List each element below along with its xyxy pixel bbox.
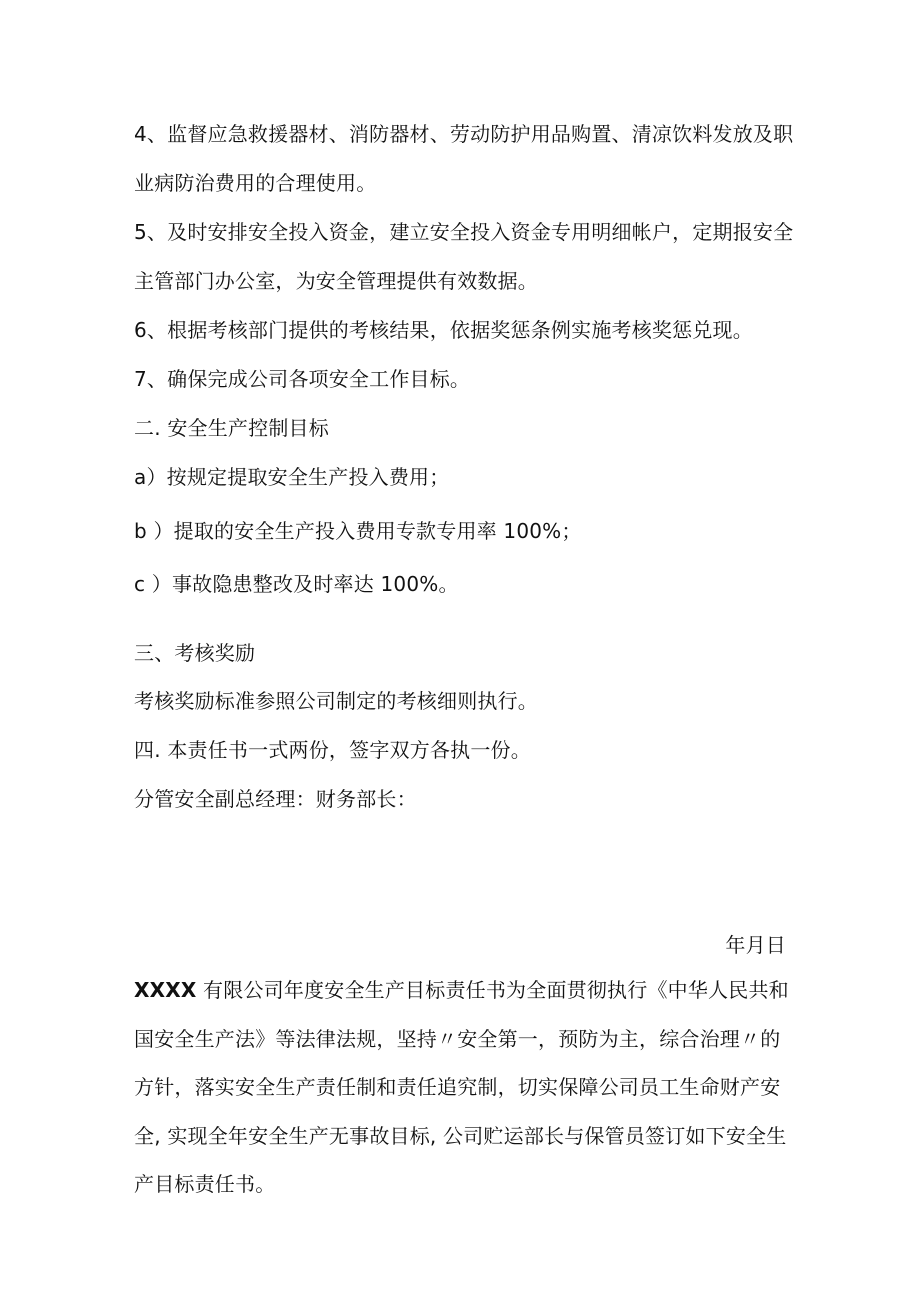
item-7: 7、确保完成公司各项安全工作目标。 [134, 367, 471, 391]
intro-line-3: 方针，落实安全生产责任制和责任追究制，切实保障公司员工生命财产安 [134, 1075, 781, 1099]
item-4-line-1: 4、监督应急救援器材、消防器材、劳动防护用品购置、清凉饮料发放及职 [134, 122, 794, 146]
intro-line-4: 全, 实现全年安全生产无事故目标, 公司贮运部长与保管员签订如下安全生 [134, 1124, 787, 1148]
item-5-line-1: 5、及时安排安全投入资金，建立安全投入资金专用明细帐户，定期报安全 [134, 220, 794, 244]
signature-line: 分管安全副总经理：财务部长： [134, 787, 417, 811]
intro-line-1 [134, 976, 789, 1004]
item-4-line-2: 业病防治费用的合理使用。 [134, 171, 377, 195]
section-3-text: 考核奖励标准参照公司制定的考核细则执行。 [134, 689, 538, 713]
company-name: XXXX [134, 978, 197, 1002]
section-3-heading: 三、考核奖励 [134, 641, 256, 665]
item-6: 6、根据考核部门提供的考核结果，依据奖惩条例实施考核奖惩兑现。 [134, 318, 753, 342]
intro-line-1-rest: 有限公司年度安全生产目标责任书为全面贯彻执行《中华人民共和 [196, 978, 789, 1002]
intro-line-2: 国安全生产法》等法律法规，坚持〃安全第一，预防为主，综合治理〃的 [134, 1027, 781, 1051]
date-line: 年月日 [725, 933, 786, 957]
section-4-text: 四. 本责任书一式两份，签字双方各执一份。 [134, 738, 531, 762]
item-5-line-2: 主管部门办公室，为安全管理提供有效数据。 [134, 269, 538, 293]
goal-c: c ）事故隐患整改及时率达 100%。 [134, 572, 459, 596]
intro-line-5: 产目标责任书。 [134, 1172, 276, 1196]
goal-b: b ）提取的安全生产投入费用专款专用率 100%； [134, 519, 582, 543]
goal-a: a）按规定提取安全生产投入费用； [134, 465, 450, 489]
section-2-heading: 二. 安全生产控制目标 [134, 416, 329, 440]
